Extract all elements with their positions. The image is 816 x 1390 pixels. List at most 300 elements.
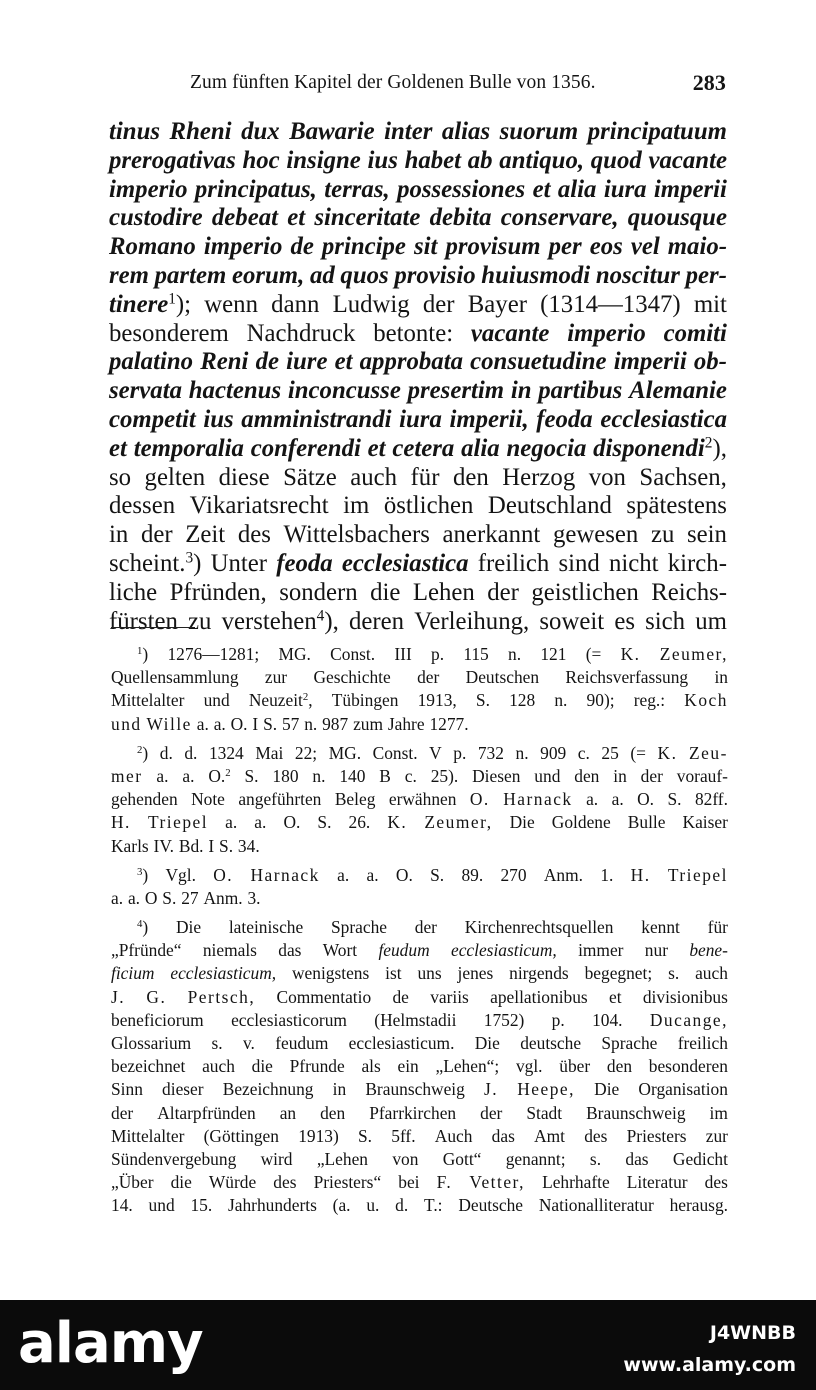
- word: Sündenvergebung: [111, 1148, 237, 1169]
- footnote-ref: 2: [704, 434, 713, 452]
- word: n.: [554, 690, 568, 711]
- word: Lehen: [412, 578, 475, 606]
- word: Priesters: [626, 1125, 687, 1146]
- word: deutsche: [520, 1033, 582, 1053]
- word: O.: [230, 713, 248, 734]
- word: imperio: [109, 175, 188, 203]
- word: kirch-: [667, 549, 727, 577]
- text-line: [111, 916, 728, 939]
- word: wird: [260, 1148, 293, 1169]
- word: rem: [109, 261, 149, 289]
- word: Geschichte: [313, 667, 391, 688]
- word: J.: [483, 1079, 499, 1100]
- text-line: [109, 521, 727, 550]
- word: debeat: [211, 204, 278, 232]
- word: Koch: [684, 690, 728, 711]
- word: ad: [309, 261, 335, 289]
- word: et: [532, 175, 551, 203]
- word: K.: [620, 644, 641, 664]
- text-line: [109, 147, 727, 176]
- word: des: [237, 521, 271, 549]
- footnote-ref: 4: [137, 918, 143, 931]
- word: temporalia: [133, 434, 244, 462]
- word: gelten: [144, 463, 206, 491]
- word: suorum: [499, 118, 579, 145]
- word: Sprache: [601, 1033, 658, 1053]
- word: v.: [242, 1033, 255, 1053]
- word: freilich: [477, 549, 550, 577]
- alamy-logo: alamy: [18, 1311, 203, 1376]
- word: apellationibus: [490, 986, 588, 1007]
- word: imperii: [613, 348, 687, 376]
- word: d.: [159, 742, 173, 763]
- text-line: [111, 1078, 728, 1101]
- word: angeführten: [238, 789, 322, 810]
- word: comiti: [663, 319, 727, 347]
- word: u.: [366, 1195, 380, 1216]
- word: O: [144, 887, 158, 908]
- watermark-banner: [0, 1300, 816, 1390]
- word: Sätze: [283, 463, 337, 491]
- word: erwähnen: [388, 789, 457, 810]
- word: Stadt: [526, 1102, 563, 1123]
- text-line: [111, 742, 728, 765]
- word: nicht: [608, 549, 659, 577]
- word: sit: [413, 233, 438, 261]
- word: das: [278, 940, 302, 961]
- word: debita: [429, 204, 492, 232]
- word: hoc: [242, 146, 280, 174]
- word: d.: [184, 742, 198, 763]
- word: Auch: [434, 1125, 473, 1146]
- word: p.: [551, 1009, 565, 1030]
- word: de: [255, 348, 279, 376]
- word: terras,: [324, 175, 390, 203]
- word: 26.: [348, 812, 371, 833]
- word: bei: [398, 1172, 420, 1193]
- word: scheint.$^3$): [109, 549, 202, 577]
- word: der: [640, 765, 663, 786]
- text-line: [109, 377, 727, 406]
- word: den: [574, 765, 600, 786]
- text-line: [109, 550, 727, 579]
- word: iura: [603, 175, 647, 203]
- word: alias: [441, 118, 491, 145]
- word: Nachdruck: [246, 319, 356, 347]
- word: auch: [350, 463, 398, 491]
- word: ius: [203, 405, 234, 433]
- word: 1913): [298, 1125, 339, 1146]
- word: iure: [286, 348, 328, 376]
- word: palatino: [109, 348, 194, 376]
- word: Harnack: [250, 864, 320, 885]
- word: 987: [322, 713, 349, 734]
- word: 14.: [111, 1195, 133, 1216]
- word: S.: [358, 1125, 373, 1146]
- word: die: [170, 1172, 192, 1193]
- word: tinere$^1$);: [109, 290, 192, 318]
- word: Note: [191, 789, 225, 810]
- word: den: [452, 463, 489, 491]
- word: Bezeichnung: [222, 1079, 314, 1100]
- footnote-ref: 1: [168, 290, 176, 308]
- word: des: [584, 1125, 608, 1146]
- word: feoda: [536, 405, 593, 433]
- word: der: [422, 290, 455, 318]
- word: S.: [162, 887, 177, 908]
- word: 1277.: [429, 713, 469, 734]
- word: B: [379, 765, 391, 786]
- text-line: [111, 939, 728, 962]
- word: reg.:: [633, 690, 666, 711]
- word: (Göttingen: [203, 1125, 279, 1146]
- word: bezeichnet: [111, 1056, 186, 1077]
- word: per-: [685, 261, 727, 289]
- word: das: [491, 1125, 515, 1146]
- word: uns: [417, 963, 442, 984]
- text-line: [109, 348, 727, 377]
- word: liche: [109, 578, 158, 606]
- word: ecclesiastica: [600, 405, 727, 433]
- text-line: [109, 176, 727, 205]
- word: Braunschweig: [586, 1102, 686, 1123]
- word: Alemanie: [629, 377, 727, 405]
- word: der: [140, 521, 173, 549]
- word: S.: [244, 765, 259, 786]
- word: nirgends: [509, 963, 569, 984]
- word: begegnet;: [584, 963, 653, 984]
- word: Verleihung,: [414, 607, 530, 635]
- word: die: [251, 1056, 273, 1077]
- word: Mittelalter: [111, 1125, 185, 1146]
- word: $^4$): [137, 917, 149, 938]
- word: 128: [509, 690, 536, 711]
- word: s.: [211, 1033, 223, 1053]
- word: H.: [630, 864, 651, 885]
- text-line: [111, 835, 728, 858]
- word: maio-: [667, 233, 727, 261]
- word: Bawarie: [289, 118, 375, 145]
- word: eorum,: [231, 261, 305, 289]
- word: quod: [590, 146, 642, 174]
- word: Commentatio: [276, 986, 372, 1007]
- word: Wort: [322, 940, 358, 961]
- word: partem: [154, 261, 227, 289]
- word: inconcusse: [287, 377, 401, 405]
- word: Priesters“: [313, 1172, 382, 1193]
- word: Braunschweig: [365, 1079, 465, 1100]
- footnote-rule: [111, 627, 195, 628]
- word: huiusmodi: [481, 261, 591, 289]
- word: 89.: [461, 864, 484, 885]
- word: et: [287, 204, 306, 232]
- text-line: [109, 435, 727, 464]
- word: s.: [668, 963, 680, 984]
- word: Zeu-: [689, 742, 728, 763]
- word: d.: [395, 1195, 409, 1216]
- word: O.: [469, 789, 490, 810]
- word: Pfrunde: [289, 1056, 345, 1077]
- word: es: [614, 607, 635, 635]
- word: (=: [585, 644, 602, 664]
- word: Const.: [330, 644, 376, 664]
- text-line: [109, 464, 727, 493]
- word: für: [410, 463, 440, 491]
- word: „Über: [111, 1172, 154, 1193]
- text-line: [111, 1055, 728, 1078]
- word: provisum: [445, 233, 541, 261]
- word: herausg.: [669, 1195, 728, 1216]
- word: provisio: [394, 261, 476, 289]
- word: 1752): [483, 1009, 525, 1030]
- word: Wittelsbachers: [283, 521, 430, 549]
- word: conservare,: [500, 204, 619, 232]
- word: Zeit: [185, 521, 226, 549]
- word: 1324: [208, 742, 244, 763]
- text-line: [111, 1171, 728, 1194]
- word: Deutsche: [458, 1195, 524, 1216]
- word: 104.: [592, 1009, 623, 1030]
- word: MG.: [328, 742, 362, 763]
- word: Bd.: [178, 835, 204, 856]
- word: in: [109, 521, 129, 549]
- word: Amt: [534, 1125, 565, 1146]
- word: 57: [281, 713, 300, 734]
- word: S.: [475, 690, 490, 711]
- word: quousque: [627, 204, 727, 232]
- word: Ducange,: [649, 1009, 728, 1030]
- word: soweit: [539, 607, 605, 635]
- word: I: [252, 713, 259, 734]
- word: dux: [241, 118, 280, 145]
- site-url: www.alamy.com: [623, 1354, 796, 1376]
- word: Vikariatsrecht: [189, 492, 329, 520]
- word: 732: [477, 742, 504, 763]
- word: Triepel: [667, 864, 728, 885]
- word: et: [367, 434, 386, 462]
- word: a.: [366, 864, 379, 885]
- word: n.: [508, 644, 522, 664]
- word: ecclesiastica: [341, 549, 469, 577]
- word: a.: [196, 713, 209, 734]
- word: Goldene: [551, 812, 611, 833]
- word: habet: [404, 146, 462, 174]
- text-line: [111, 666, 728, 689]
- word: ist: [385, 963, 402, 984]
- word: nur: [644, 940, 668, 961]
- footnote-ref: 2: [302, 691, 309, 704]
- word: a.: [225, 812, 238, 833]
- word: an: [279, 1102, 297, 1123]
- word: iura: [399, 405, 442, 433]
- text-line: [111, 765, 728, 788]
- text-line: [111, 1032, 728, 1055]
- footnote-4: [111, 916, 728, 1217]
- word: ein: [397, 1056, 419, 1077]
- text-line: [111, 1194, 728, 1217]
- word: et: [334, 348, 353, 376]
- word: mer: [111, 765, 143, 786]
- word: Wille: [146, 713, 192, 734]
- word: verstehen$^4$),: [221, 607, 339, 635]
- word: „Lehen: [316, 1148, 368, 1169]
- word: Rheni: [169, 118, 232, 145]
- word: S.: [667, 789, 682, 810]
- word: zu: [650, 521, 675, 549]
- word: Vetter,: [469, 1172, 525, 1193]
- word: c.: [577, 742, 590, 763]
- word: „Pfründe“: [111, 940, 182, 961]
- word: a.: [611, 789, 624, 810]
- word: a.: [182, 765, 195, 786]
- word: Lehrhafte: [542, 1172, 610, 1193]
- word: des: [273, 1172, 297, 1193]
- word: consuetudine: [470, 348, 607, 376]
- word: vorauf-: [676, 765, 728, 786]
- word: disponendi$^2$),: [593, 434, 727, 462]
- word: Pfarrkirchen: [369, 1102, 457, 1123]
- text-line: [111, 689, 728, 712]
- word: 27: [181, 887, 199, 908]
- word: so: [109, 463, 132, 491]
- word: K.: [387, 812, 408, 833]
- word: imperio: [567, 319, 646, 347]
- text-line: [111, 643, 728, 666]
- word: competit: [109, 405, 196, 433]
- word: 121: [540, 644, 567, 664]
- word: (Helmstadii: [374, 1009, 457, 1030]
- word: zur: [705, 1125, 728, 1146]
- word: feoda: [276, 549, 333, 577]
- text-line: [109, 320, 727, 349]
- word: zu: [188, 607, 212, 635]
- word: insigne: [286, 146, 361, 174]
- word: und: [534, 765, 561, 786]
- word: Zeumer,: [659, 644, 728, 664]
- word: Mai: [255, 742, 284, 763]
- word: ecclesiasticum.: [348, 1033, 455, 1053]
- image-id: J4WNBB: [709, 1322, 796, 1344]
- word: vacante: [648, 146, 727, 174]
- word: hactenus: [188, 377, 282, 405]
- word: J.: [111, 986, 126, 1007]
- word: H.: [111, 812, 131, 833]
- word: diese: [218, 463, 270, 491]
- word: p.: [431, 644, 445, 664]
- word: Literatur: [626, 1172, 688, 1193]
- word: beneficiorum: [111, 1009, 204, 1030]
- word: principatus,: [194, 175, 317, 203]
- word: 180: [272, 765, 299, 786]
- word: anerkannt: [442, 521, 541, 549]
- word: conferendi: [250, 434, 361, 462]
- word: n.: [515, 742, 529, 763]
- word: Kaiser: [682, 812, 728, 833]
- word: et: [608, 986, 622, 1007]
- word: Sinn: [111, 1079, 143, 1100]
- word: das: [625, 1148, 649, 1169]
- word: O.: [637, 789, 655, 810]
- word: 22;: [294, 742, 318, 763]
- word: 909: [540, 742, 567, 763]
- word: MG.: [278, 644, 311, 664]
- word: in: [613, 765, 627, 786]
- word: Harnack: [503, 789, 573, 810]
- word: lateinische: [228, 917, 304, 938]
- word: a.: [127, 887, 141, 908]
- word: (=: [630, 742, 646, 763]
- word: a.: [586, 789, 599, 810]
- footnote-ref: 1: [137, 645, 143, 658]
- text-line: [109, 204, 727, 233]
- word: Anm.: [543, 864, 584, 885]
- word: um: [695, 607, 727, 635]
- footnote-ref: 3: [185, 549, 194, 567]
- word: (a.: [332, 1195, 351, 1216]
- word: Kirchenrechtsquellen: [464, 917, 614, 938]
- word: ficium: [111, 963, 155, 984]
- text-line: [109, 579, 727, 608]
- word: Gedicht: [672, 1148, 728, 1169]
- word: auch: [695, 963, 728, 984]
- word: variis: [430, 986, 469, 1007]
- text-line: [111, 788, 728, 811]
- word: G.: [146, 986, 167, 1007]
- word: custodire: [109, 204, 203, 232]
- word: s.: [589, 1148, 602, 1169]
- footnote-ref: 4: [316, 607, 325, 625]
- text-line: [111, 1148, 728, 1171]
- word: $^3$): [137, 864, 149, 885]
- word: S.: [263, 713, 278, 734]
- text-line: [109, 492, 727, 521]
- word: de: [290, 233, 314, 261]
- footnote-ref: 3: [137, 865, 143, 878]
- text-line: [111, 1009, 728, 1032]
- word: besonderem: [109, 319, 229, 347]
- word: den: [606, 1056, 633, 1077]
- word: a.: [111, 887, 124, 908]
- word: von: [392, 1148, 419, 1169]
- word: ius: [367, 146, 398, 174]
- word: n.: [312, 765, 326, 786]
- word: IV.: [153, 835, 174, 856]
- word: c.: [404, 765, 417, 786]
- word: feudum: [275, 1033, 329, 1053]
- word: principatuum: [587, 118, 727, 145]
- word: des: [704, 1172, 728, 1193]
- word: vacante: [470, 319, 550, 347]
- word: Karls: [111, 835, 149, 856]
- word: Quellensammlung: [111, 667, 239, 688]
- word: $^2$): [137, 742, 149, 763]
- word: et: [109, 434, 127, 462]
- word: prerogativas: [109, 146, 236, 174]
- word: mit: [693, 290, 727, 318]
- word: noscitur: [595, 261, 680, 289]
- word: wenigstens: [291, 963, 370, 984]
- word: sein: [687, 521, 727, 549]
- word: Zeumer,: [424, 812, 493, 833]
- text-line: [111, 1125, 728, 1148]
- word: vel: [630, 233, 660, 261]
- word: a.: [213, 713, 226, 734]
- word: feudum: [378, 940, 430, 961]
- word: 115: [463, 644, 489, 664]
- word: antiquo,: [499, 146, 585, 174]
- word: Deutschen: [465, 667, 540, 688]
- word: O.: [395, 864, 413, 885]
